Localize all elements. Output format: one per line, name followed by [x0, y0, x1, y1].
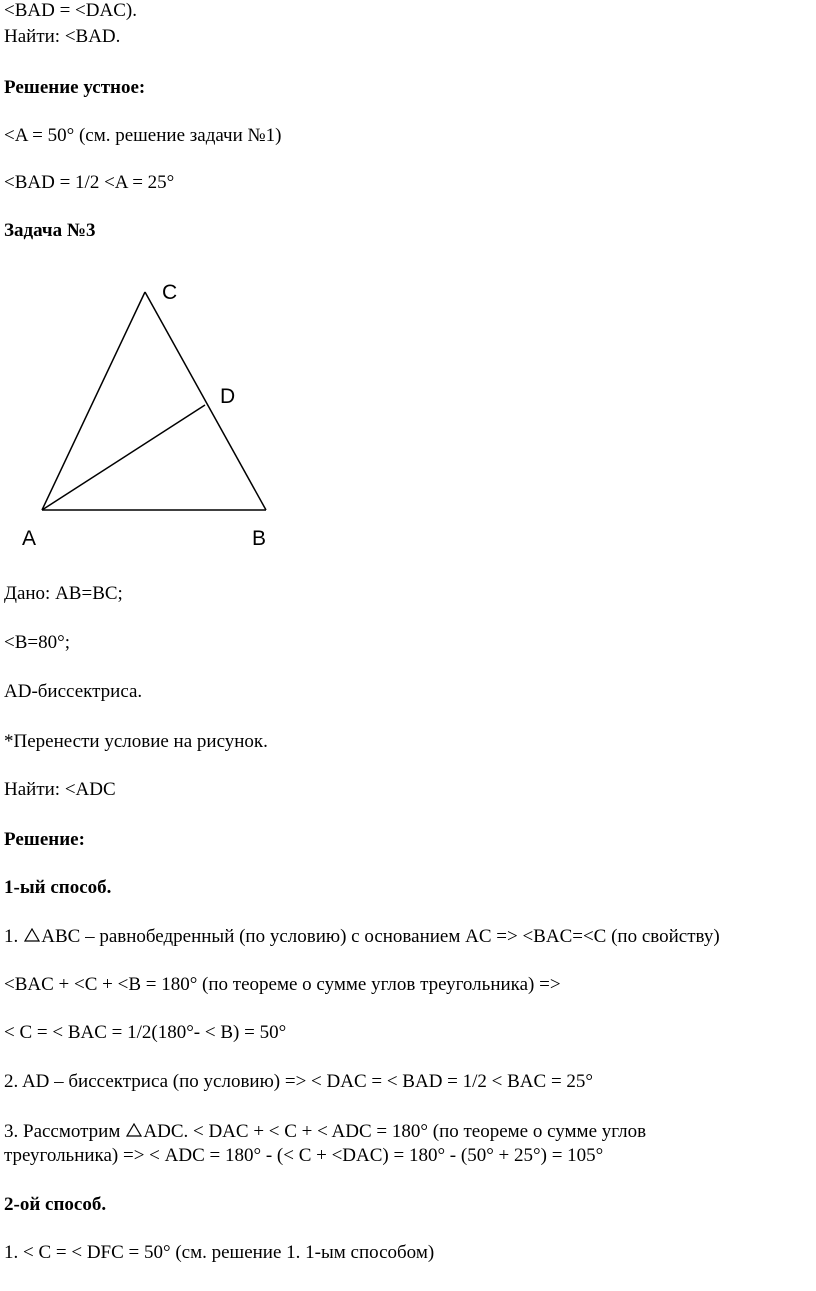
vertex-label-c: C — [162, 281, 178, 304]
method1-heading: 1-ый способ. — [4, 877, 112, 898]
vertex-label-d: D — [220, 385, 236, 408]
solution-heading: Решение: — [4, 829, 85, 850]
given-line: AD-биссектриса. — [4, 681, 143, 702]
step-text: 3. Рассмотрим — [4, 1121, 121, 1142]
side-bc — [145, 292, 266, 510]
text-line: <BAD = 1/2 <A = 25° — [4, 172, 175, 193]
solution-step: 2. AD – биссектриса (по условию) => < DAC = < BAD = 1/2 < BAC = 25° — [4, 1071, 594, 1092]
solution-step: 1. < C = < DFC = 50° (см. решение 1. 1-ым способом) — [4, 1242, 435, 1263]
triangle-icon — [24, 928, 40, 942]
step-text: ADC. < DAC + < C + < ADC = 180° (по теореме о сумме углов — [143, 1121, 647, 1142]
vertex-label-a: A — [22, 527, 37, 550]
method2-heading: 2-ой способ. — [4, 1194, 107, 1215]
solution-step — [4, 926, 720, 948]
note-line: *Перенести условие на рисунок. — [4, 731, 268, 752]
triangle-icon — [126, 1123, 142, 1137]
triangle-figure — [18, 275, 288, 565]
solution-step: <BAC + <C + <B = 180° (по теореме о сумме углов треугольника) => — [4, 974, 561, 995]
solution-step: треугольника) => < ADC = 180° - (< C + <DAC) = 180° - (50° + 25°) = 105° — [4, 1145, 604, 1166]
vertex-label-b: B — [252, 527, 267, 550]
solution-step: < C = < BAC = 1/2(180°- < B) = 50° — [4, 1022, 287, 1043]
oral-solution-heading: Решение устное: — [4, 77, 146, 98]
text-line: <A = 50° (см. решение задачи №1) — [4, 125, 282, 146]
given-line: Дано: AB=BC; — [4, 583, 123, 604]
text-line: Найти: <BAD. — [4, 26, 121, 47]
step-number: 1. — [4, 926, 19, 947]
find-line: Найти: <ADC — [4, 779, 116, 800]
given-line: <B=80°; — [4, 632, 70, 653]
step-text: ABC – равнобедренный (по условию) с основанием AC => <BAC=<C (по свойству) — [41, 926, 720, 947]
task-heading: Задача №3 — [4, 220, 96, 241]
solution-step — [4, 1121, 646, 1143]
text-line: <BAD = <DAC). — [4, 0, 137, 21]
